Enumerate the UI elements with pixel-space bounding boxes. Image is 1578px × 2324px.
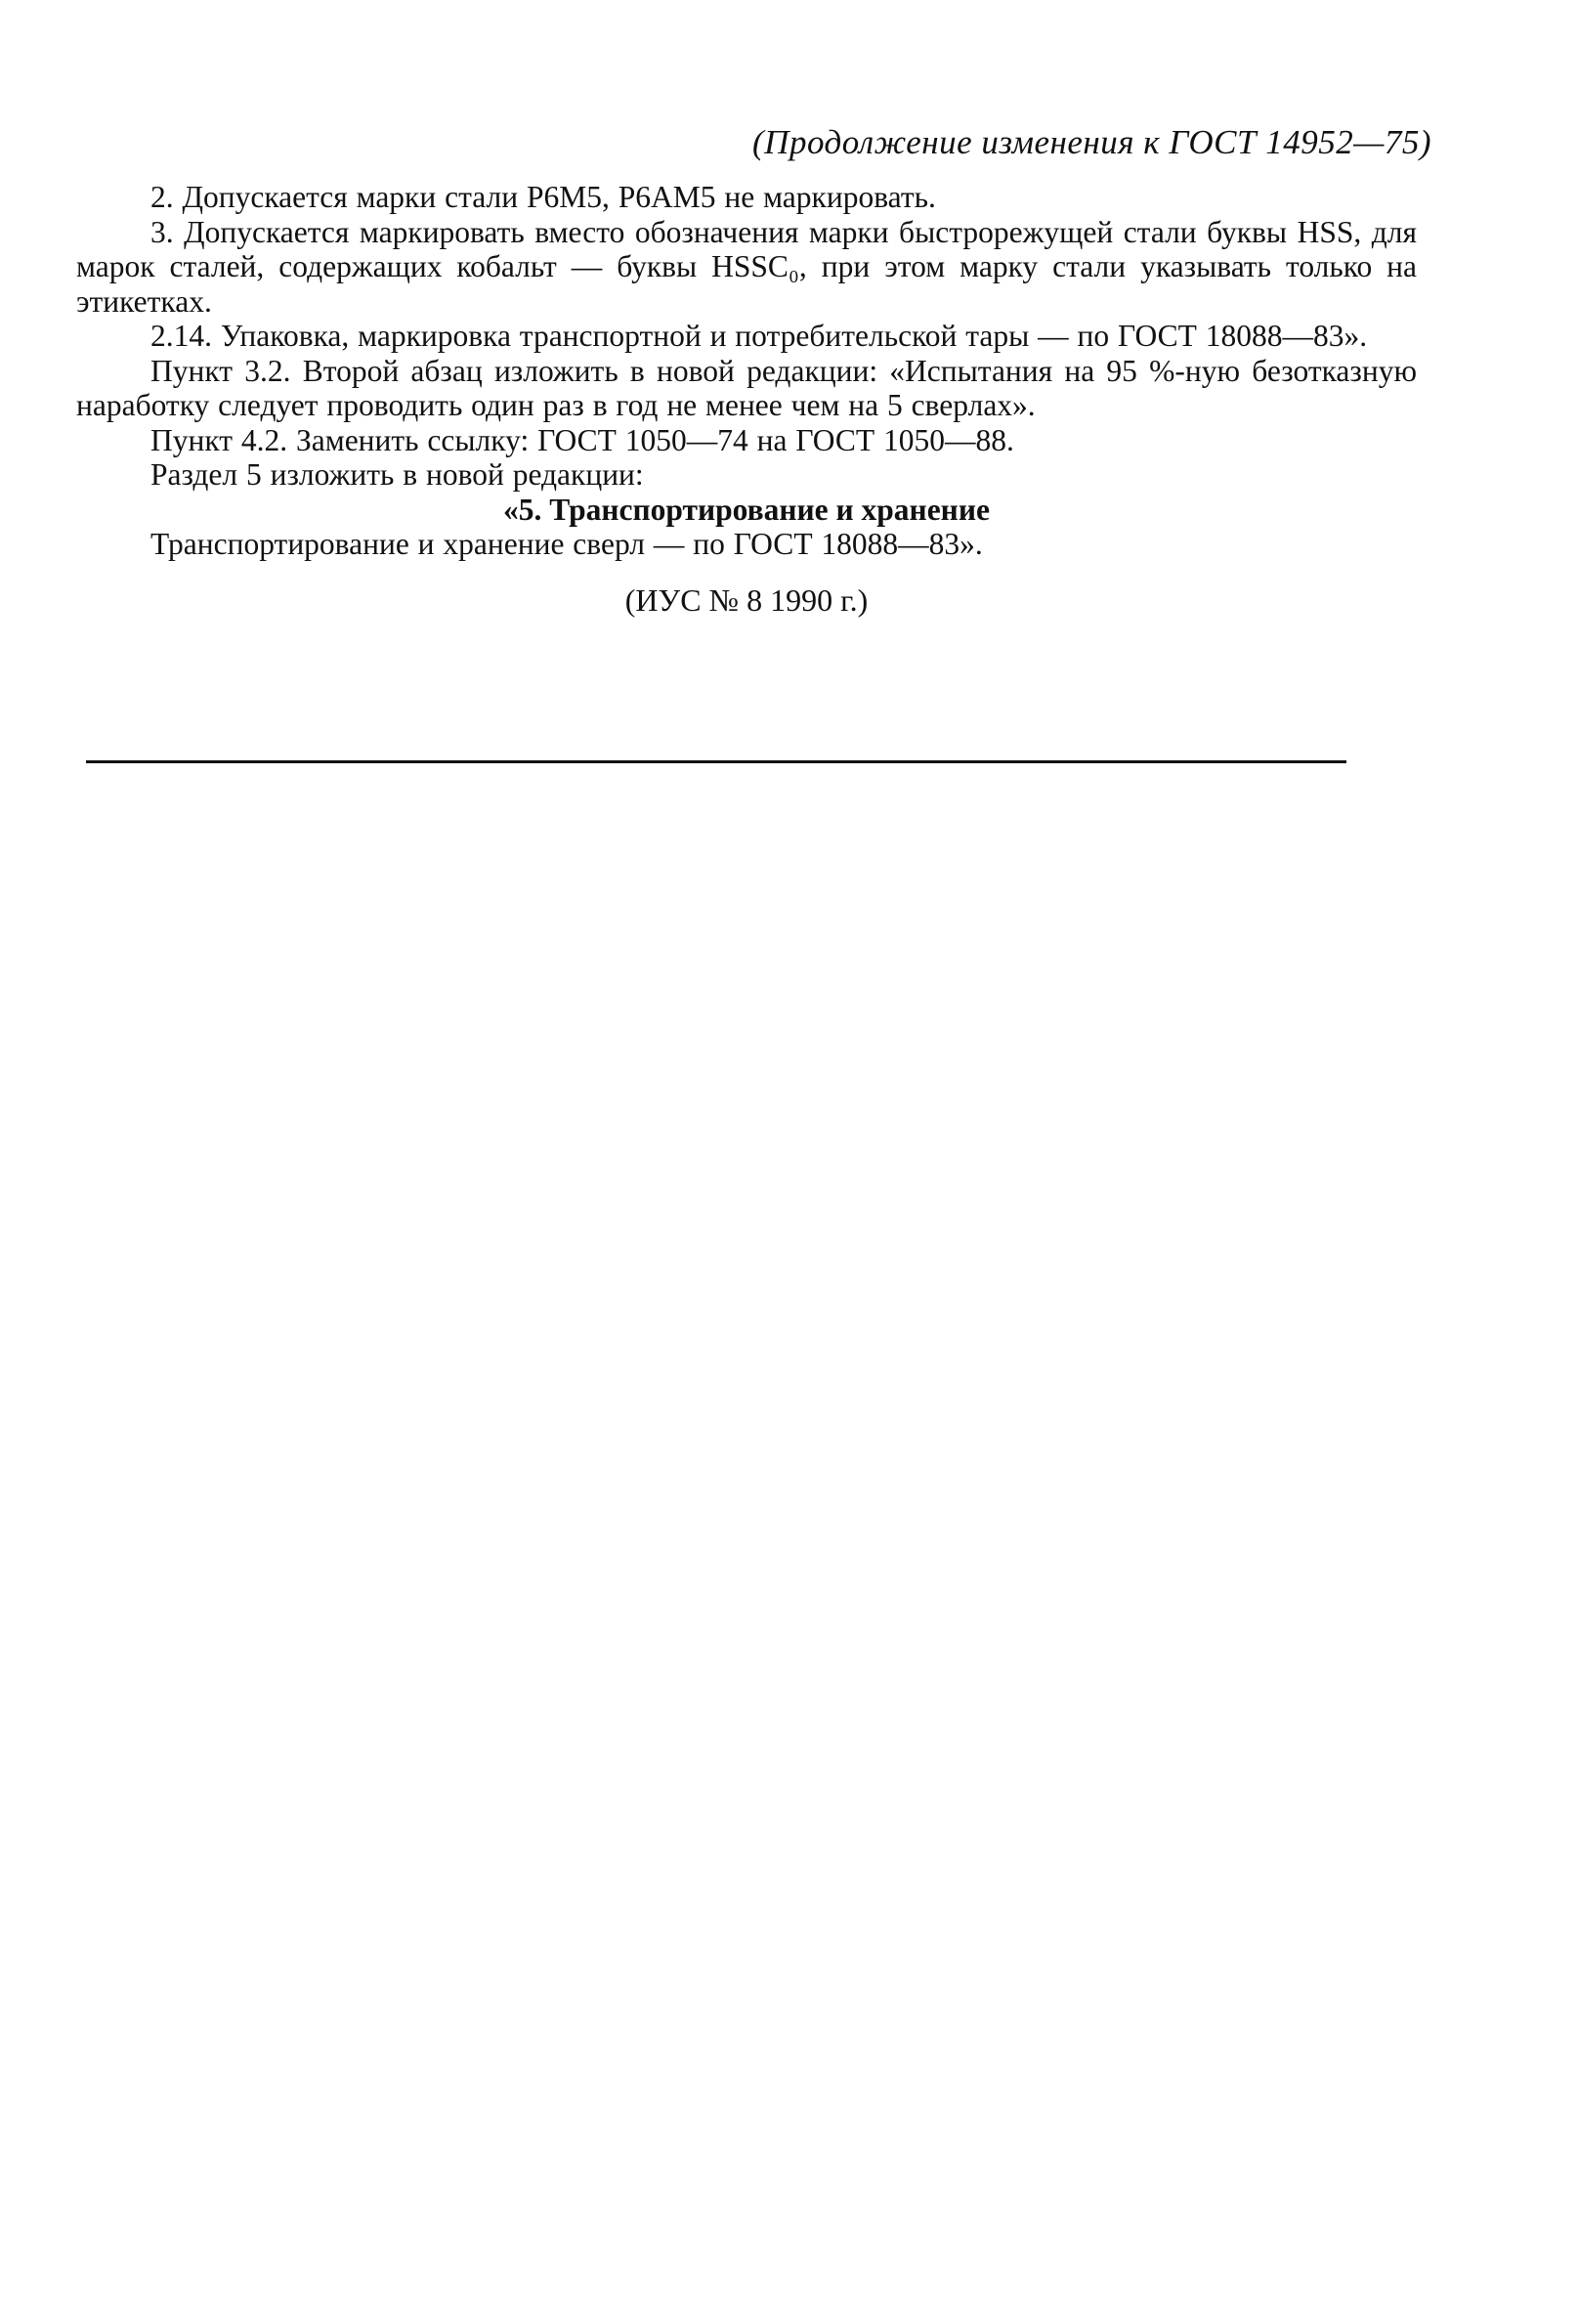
continuation-header: (Продолжение изменения к ГОСТ 14952—75) <box>752 123 1431 161</box>
document-body <box>76 180 1417 618</box>
issue-note: (ИУС № 8 1990 г.) <box>624 581 869 618</box>
paragraph-item-2-14: 2.14. Упаковка, маркировка транспортной и потребительской тары — по ГОСТ 18088—83». <box>150 319 1368 353</box>
paragraph-transport-storage: Транспортирование и хранение сверл — по ГОСТ 18088—83». <box>150 527 983 561</box>
paragraph-item-3: 3. Допускается маркировать вместо обозначения марки быстрорежущей стали буквы HSS, для марок сталей, содержащих кобальт — буквы HSSC₀, при этом марку стали указывать только на этикетках. <box>76 214 1417 319</box>
horizontal-rule <box>86 760 1346 763</box>
paragraph-item-2: 2. Допускается марки стали Р6М5, Р6АМ5 не маркировать. <box>150 180 936 214</box>
section-heading: «5. Транспортирование и хранение <box>503 492 990 527</box>
paragraph-clause-3-2: Пункт 3.2. Второй абзац изложить в новой редакции: «Испытания на 95 %-ную безотказную наработку следует проводить один раз в год не менее чем на 5 сверлах». <box>76 353 1417 422</box>
paragraph-clause-4-2: Пункт 4.2. Заменить ссылку: ГОСТ 1050—74 на ГОСТ 1050—88. <box>150 422 1014 457</box>
paragraph-section-5: Раздел 5 изложить в новой редакции: <box>150 457 644 492</box>
